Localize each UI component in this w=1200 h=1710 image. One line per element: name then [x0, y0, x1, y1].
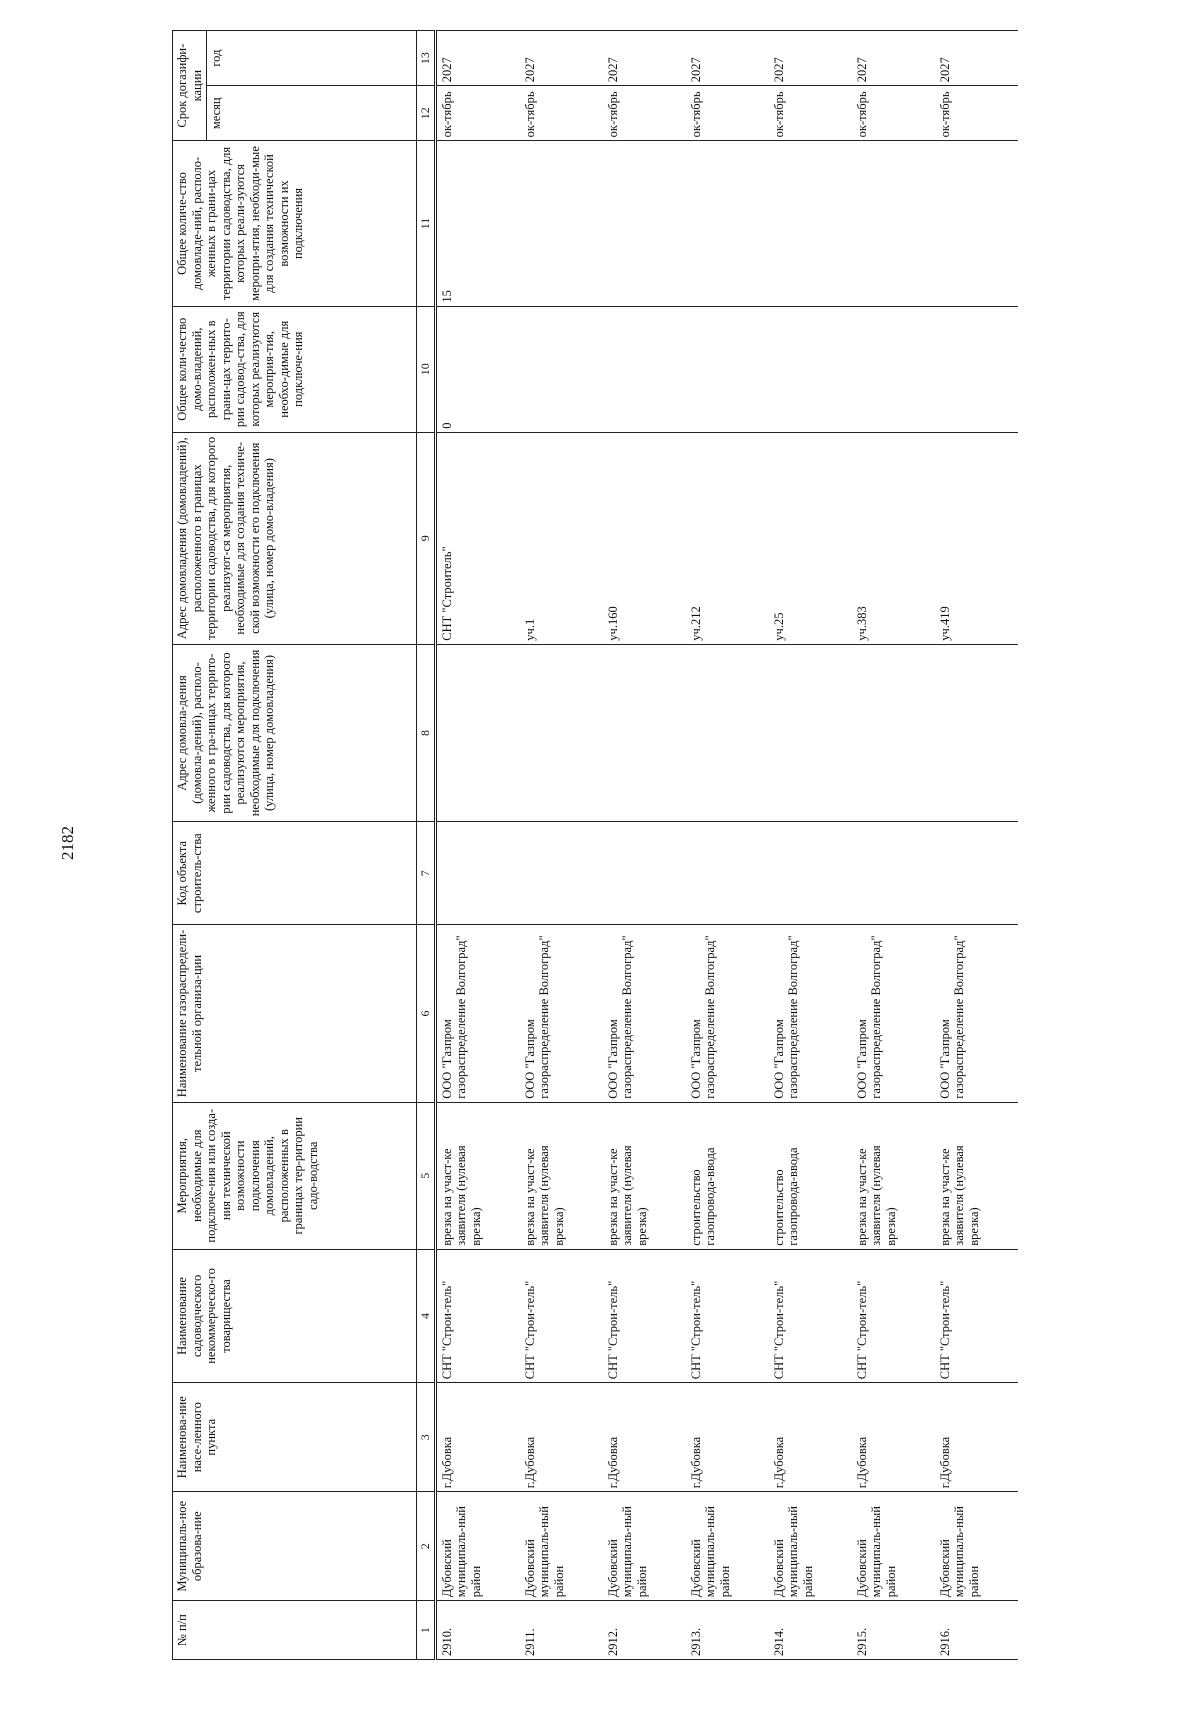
row-number: 2911. — [520, 1601, 603, 1660]
cell-settlement: г.Дубовка — [686, 1383, 769, 1492]
cell-address-connection — [603, 644, 686, 822]
cell-address-connection — [435, 644, 520, 822]
cell-month: ок-тябрь — [852, 86, 935, 141]
cell-settlement: г.Дубовка — [435, 1383, 520, 1492]
cell-month: ок-тябрь — [769, 86, 852, 141]
cell-gro: ООО "Газпром газораспределение Волгоград" — [520, 925, 603, 1103]
col-number: 4 — [417, 1249, 436, 1383]
cell-gro: ООО "Газпром газораспределение Волгоград" — [769, 925, 852, 1103]
cell-address-connection — [686, 644, 769, 822]
row-number: 2916. — [935, 1601, 1018, 1660]
cell-municipality: Дубовский муниципаль-ный район — [435, 1492, 520, 1601]
cell-object-code — [769, 822, 852, 925]
cell-year: 2027 — [603, 31, 686, 86]
cell-object-code — [435, 822, 520, 925]
table-row — [852, 31, 935, 1660]
row-number: 2914. — [769, 1601, 852, 1660]
cell-address-connection — [769, 644, 852, 822]
cell-snt: СНТ "Строи-тель" — [935, 1249, 1018, 1383]
cell-object-code — [686, 822, 769, 925]
cell-object-code — [935, 822, 1018, 925]
cell-settlement: г.Дубовка — [935, 1383, 1018, 1492]
cell-address-tech: уч.25 — [769, 432, 852, 644]
cell-count-connection — [520, 306, 603, 432]
cell-event: строительство газопровода-ввода — [686, 1102, 769, 1249]
cell-count-connection: 0 — [435, 306, 520, 432]
col-number: 3 — [417, 1383, 436, 1492]
col-number: 10 — [417, 306, 436, 432]
cell-year: 2027 — [435, 31, 520, 86]
cell-count-connection — [852, 306, 935, 432]
row-number: 2910. — [435, 1601, 520, 1660]
col-number: 12 — [417, 86, 436, 141]
cell-address-tech: уч.160 — [603, 432, 686, 644]
row-number: 2912. — [603, 1601, 686, 1660]
cell-gro: ООО "Газпром газораспределение Волгоград" — [852, 925, 935, 1103]
row-number: 2913. — [686, 1601, 769, 1660]
cell-address-tech: уч.1 — [520, 432, 603, 644]
col-number: 7 — [417, 822, 436, 925]
cell-snt: СНТ "Строи-тель" — [435, 1249, 520, 1383]
cell-municipality: Дубовский муниципаль-ный район — [935, 1492, 1018, 1601]
cell-snt: СНТ "Строи-тель" — [520, 1249, 603, 1383]
cell-month: ок-тябрь — [935, 86, 1018, 141]
cell-address-tech: уч.419 — [935, 432, 1018, 644]
cell-address-tech: уч.212 — [686, 432, 769, 644]
table-row — [686, 31, 769, 1660]
cell-snt: СНТ "Строи-тель" — [852, 1249, 935, 1383]
cell-count-tech — [769, 141, 852, 306]
cell-municipality: Дубовский муниципаль-ный район — [520, 1492, 603, 1601]
header-object-code: Код объекта строитель-ства — [173, 822, 417, 925]
cell-count-tech — [520, 141, 603, 306]
cell-address-connection — [935, 644, 1018, 822]
rotated-table-wrapper — [172, 30, 1042, 1660]
cell-address-connection — [852, 644, 935, 822]
cell-snt: СНТ "Строи-тель" — [769, 1249, 852, 1383]
header-snt-name: Наименование садоводческого некоммерческо-го товарищества — [173, 1249, 417, 1383]
table-row — [435, 31, 520, 1660]
cell-month: ок-тябрь — [520, 86, 603, 141]
page-number: 2182 — [58, 826, 77, 860]
cell-month: ок-тябрь — [435, 86, 520, 141]
cell-gro: ООО "Газпром газораспределение Волгоград" — [935, 925, 1018, 1103]
header-address-tech: Адрес домовладения (домовладений), расположенного в границах территории садоводства, для которого реализуют-ся мероприятия, необходимые для создания техниче-ской возможности его подключения (улица, номер домо-владения) — [173, 432, 417, 644]
table-row — [935, 31, 1018, 1660]
cell-object-code — [603, 822, 686, 925]
header-count-connection: Общее коли-чество домо-владений, расположен-ных в грани-цах террито-рии садовод-ства, для которых реализуются мероприя-тия, необхо-димые для подключе-ния — [173, 306, 417, 432]
cell-year: 2027 — [935, 31, 1018, 86]
cell-count-connection — [769, 306, 852, 432]
cell-month: ок-тябрь — [603, 86, 686, 141]
cell-event: строительство газопровода-ввода — [769, 1102, 852, 1249]
table-row — [769, 31, 852, 1660]
cell-year: 2027 — [852, 31, 935, 86]
table-body — [435, 31, 1018, 1660]
cell-settlement: г.Дубовка — [603, 1383, 686, 1492]
cell-count-tech — [686, 141, 769, 306]
cell-settlement: г.Дубовка — [852, 1383, 935, 1492]
col-number: 5 — [417, 1102, 436, 1249]
table-header — [173, 31, 436, 1660]
cell-event: врезка на участ-ке заявителя (нулевая врезка) — [435, 1102, 520, 1249]
cell-snt: СНТ "Строи-тель" — [686, 1249, 769, 1383]
col-number: 6 — [417, 925, 436, 1103]
cell-address-connection — [520, 644, 603, 822]
header-year: год — [207, 31, 417, 86]
cell-gro: ООО "Газпром газораспределение Волгоград" — [603, 925, 686, 1103]
cell-settlement: г.Дубовка — [520, 1383, 603, 1492]
cell-settlement: г.Дубовка — [769, 1383, 852, 1492]
cell-municipality: Дубовский муниципаль-ный район — [686, 1492, 769, 1601]
cell-count-connection — [603, 306, 686, 432]
cell-municipality: Дубовский муниципаль-ный район — [603, 1492, 686, 1601]
cell-count-tech: 15 — [435, 141, 520, 306]
header-deadline: Срок догазифи-кации — [173, 31, 207, 141]
cell-gro: ООО "Газпром газораспределение Волгоград" — [435, 925, 520, 1103]
cell-address-tech: СНТ "Строитель" — [435, 432, 520, 644]
cell-count-tech — [935, 141, 1018, 306]
header-num: № п/п — [173, 1601, 417, 1660]
cell-event: врезка на участ-ке заявителя (нулевая врезка) — [852, 1102, 935, 1249]
cell-address-tech: уч.383 — [852, 432, 935, 644]
col-number: 1 — [417, 1601, 436, 1660]
cell-object-code — [852, 822, 935, 925]
cell-year: 2027 — [520, 31, 603, 86]
header-address-connection: Адрес домовла-дения (домовла-дений), располо-женного в гра-ницах террито-рии садоводства, для которого реализуются мероприятия, необходимые для подключения (улица, номер домовладения) — [173, 644, 417, 822]
cell-gro: ООО "Газпром газораспределение Волгоград" — [686, 925, 769, 1103]
cell-snt: СНТ "Строи-тель" — [603, 1249, 686, 1383]
table-row — [603, 31, 686, 1660]
cell-municipality: Дубовский муниципаль-ный район — [852, 1492, 935, 1601]
col-number: 11 — [417, 141, 436, 306]
header-settlement: Наименова-ние насе-ленного пункта — [173, 1383, 417, 1492]
cell-count-tech — [852, 141, 935, 306]
cell-event: врезка на участ-ке заявителя (нулевая врезка) — [603, 1102, 686, 1249]
row-number: 2915. — [852, 1601, 935, 1660]
table-row — [520, 31, 603, 1660]
col-number: 13 — [417, 31, 436, 86]
header-month: месяц — [207, 86, 417, 141]
header-municipality: Муниципаль-ное образова-ние — [173, 1492, 417, 1601]
cell-municipality: Дубовский муниципаль-ный район — [769, 1492, 852, 1601]
col-number: 2 — [417, 1492, 436, 1601]
cell-count-connection — [686, 306, 769, 432]
gasification-table — [172, 30, 1018, 1660]
cell-event: врезка на участ-ке заявителя (нулевая врезка) — [520, 1102, 603, 1249]
cell-event: врезка на участ-ке заявителя (нулевая врезка) — [935, 1102, 1018, 1249]
cell-month: ок-тябрь — [686, 86, 769, 141]
col-number: 9 — [417, 432, 436, 644]
cell-year: 2027 — [769, 31, 852, 86]
cell-year: 2027 — [686, 31, 769, 86]
col-number: 8 — [417, 644, 436, 822]
header-events: Мероприятия, необходимые для подключе-ния или созда-ния технической возможности подключения домовладений, расположенных в границах тер-ритории садо-водства — [173, 1102, 417, 1249]
header-count-tech: Общее количе-ство домовладе-ний, располо-женных в грани-цах территории садоводства, для которых реали-зуются меропри-ятия, необходи-мые для создания технической возможности их подключения — [173, 141, 417, 306]
header-gro-name: Наименование газораспредели-тельной организа-ции — [173, 925, 417, 1103]
cell-count-tech — [603, 141, 686, 306]
cell-object-code — [520, 822, 603, 925]
cell-count-connection — [935, 306, 1018, 432]
column-number-row — [417, 31, 436, 1660]
